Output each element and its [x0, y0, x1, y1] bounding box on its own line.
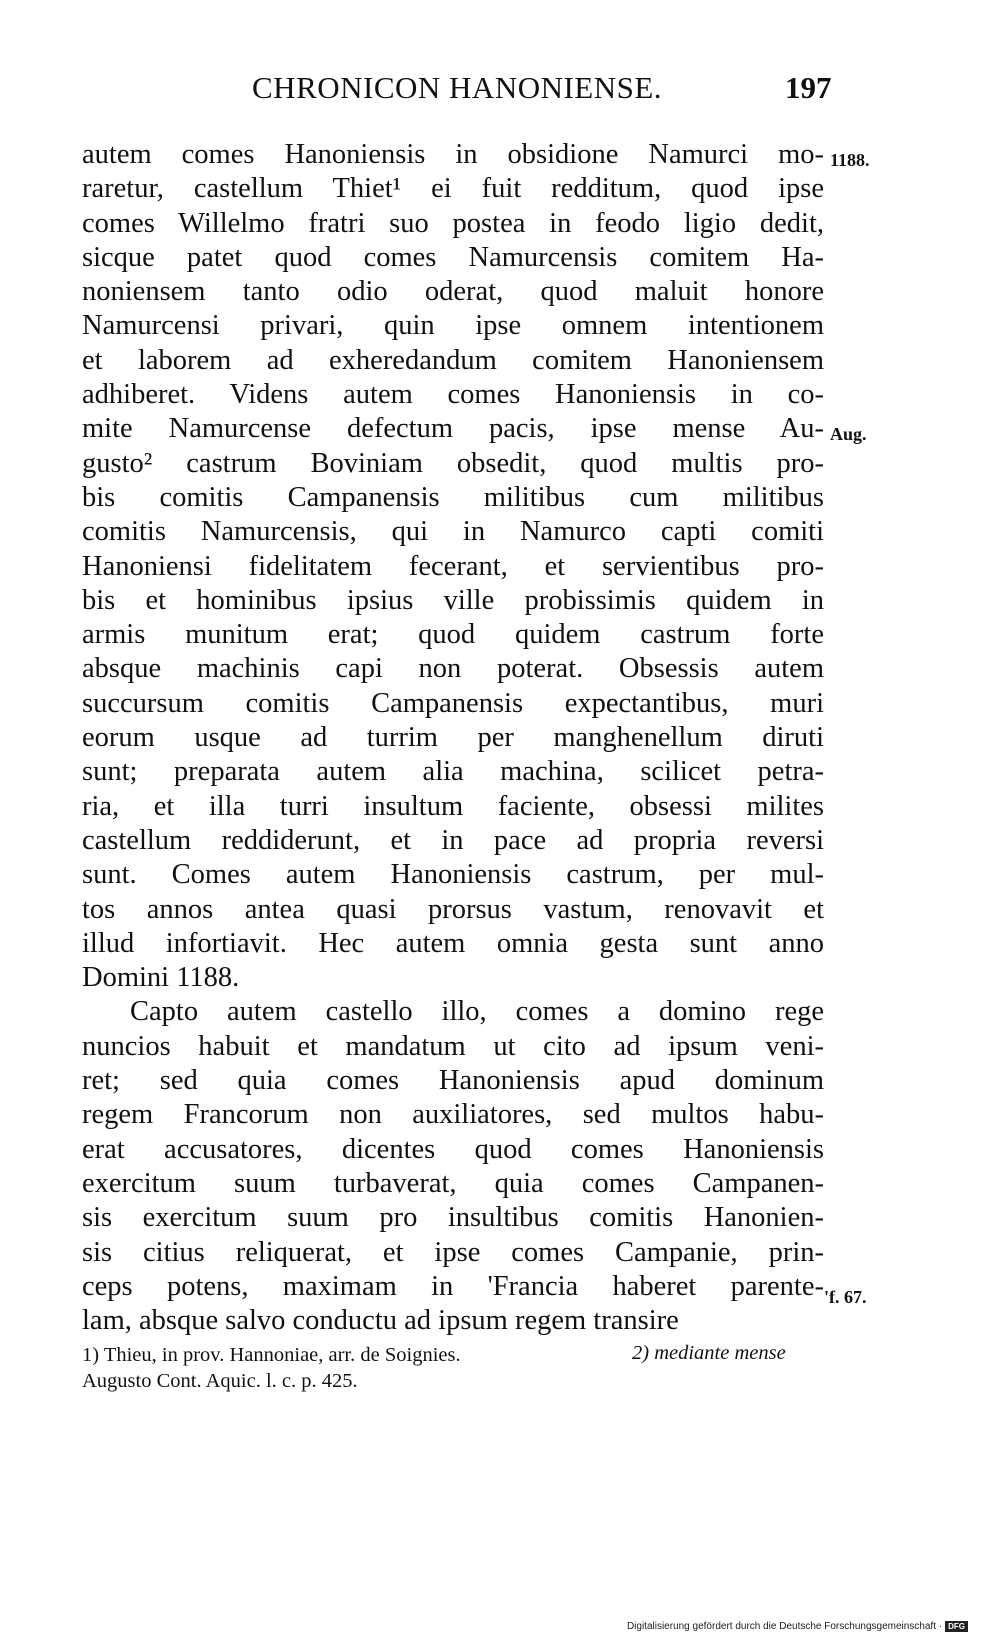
text-line: exercitum suum turbaverat, quia comes Campanen- — [82, 1167, 824, 1199]
footnote-1: 1) Thieu, in prov. Hannoniae, arr. de Soignies. — [82, 1344, 461, 1366]
page-number: 197 — [785, 70, 832, 105]
text-line: comitis Namurcensis, qui in Namurco capti comiti — [82, 516, 824, 548]
text-line: bis et hominibus ipsius ville probissimis quidem in — [82, 584, 824, 616]
text-line: lam, absque salvo conductu ad ipsum regem transire — [82, 1305, 679, 1337]
footnote-2-start: 2) mediante mense — [632, 1342, 786, 1364]
text-line: sicque patet quod comes Namurcensis comitem Ha- — [82, 241, 824, 273]
margin-note-month: Aug. — [830, 424, 867, 444]
text-line: sis citius reliquerat, et ipse comes Campanie, prin- — [82, 1236, 824, 1268]
margin-note-year: 1188. — [830, 150, 870, 170]
text-line: Hanoniensi fidelitatem fecerant, et servientibus pro- — [82, 550, 824, 582]
text-line: Capto autem castello illo, comes a domino rege — [130, 996, 824, 1028]
text-line: ret; sed quia comes Hanoniensis apud dominum — [82, 1065, 824, 1097]
main-text — [82, 138, 824, 1338]
text-line: et laborem ad exheredandum comitem Hanoniensem — [82, 344, 824, 376]
text-line: Domini 1188. — [82, 962, 240, 994]
running-title: CHRONICON HANONIENSE. — [252, 70, 663, 105]
text-line: absque machinis capi non poterat. Obsessis autem — [82, 653, 824, 685]
text-line: ceps potens, maximam in 'Francia haberet parente- — [82, 1270, 824, 1302]
text-line: erat accusatores, dicentes quod comes Hanoniensis — [82, 1133, 824, 1165]
text-line: armis munitum erat; quod quidem castrum forte — [82, 619, 824, 651]
text-line: illud infortiavit. Hec autem omnia gesta sunt anno — [82, 927, 824, 959]
text-line: tos annos antea quasi prorsus vastum, renovavit et — [82, 893, 824, 925]
text-line: sis exercitum suum pro insultibus comitis Hanonien- — [82, 1202, 824, 1234]
text-line: comes Willelmo fratri suo postea in feodo ligio dedit, — [82, 207, 824, 239]
text-line: noniensem tanto odio oderat, quod maluit honore — [82, 276, 824, 308]
running-header — [0, 70, 1000, 120]
text-line: sunt. Comes autem Hanoniensis castrum, per mul- — [82, 859, 824, 891]
text-line: raretur, castellum Thiet¹ ei fuit redditum, quod ipse — [82, 173, 824, 205]
text-line: castellum reddiderunt, et in pace ad propria reversi — [82, 824, 824, 856]
text-line: sunt; preparata autem alia machina, scilicet petra- — [82, 756, 824, 788]
text-line: nuncios habuit et mandatum ut cito ad ipsum veni- — [82, 1030, 824, 1062]
text-line: bis comitis Campanensis militibus cum militibus — [82, 481, 824, 513]
text-line: mite Namurcense defectum pacis, ipse mense Au- — [82, 413, 824, 445]
text-line: Namurcensi privari, quin ipse omnem intentionem — [82, 310, 824, 342]
footnote-2-continuation: Augusto Cont. Aquic. l. c. p. 425. — [82, 1370, 358, 1392]
text-line: adhiberet. Videns autem comes Hanoniensis in co- — [82, 379, 824, 411]
text-line: eorum usque ad turrim per manghenellum diruti — [82, 722, 824, 754]
credit-text: Digitalisierung gefördert durch die Deutsche Forschungsgemeinschaft · — [626, 1621, 943, 1632]
digitization-credit — [627, 1621, 968, 1632]
text-line: gusto² castrum Boviniam obsedit, quod multis pro- — [82, 447, 824, 479]
text-line: autem comes Hanoniensis in obsidione Namurci mo- — [82, 139, 824, 170]
text-line: succursum comitis Campanensis expectantibus, muri — [82, 687, 824, 719]
text-line: ria, et illa turri insultum faciente, obsessi milites — [82, 790, 824, 822]
text-line: regem Francorum non auxiliatores, sed multos habu- — [82, 1099, 824, 1131]
margin-note-folio: 'f. 67. — [824, 1287, 867, 1307]
footnotes — [82, 1342, 824, 1394]
dfg-logo: DFG — [945, 1621, 968, 1632]
